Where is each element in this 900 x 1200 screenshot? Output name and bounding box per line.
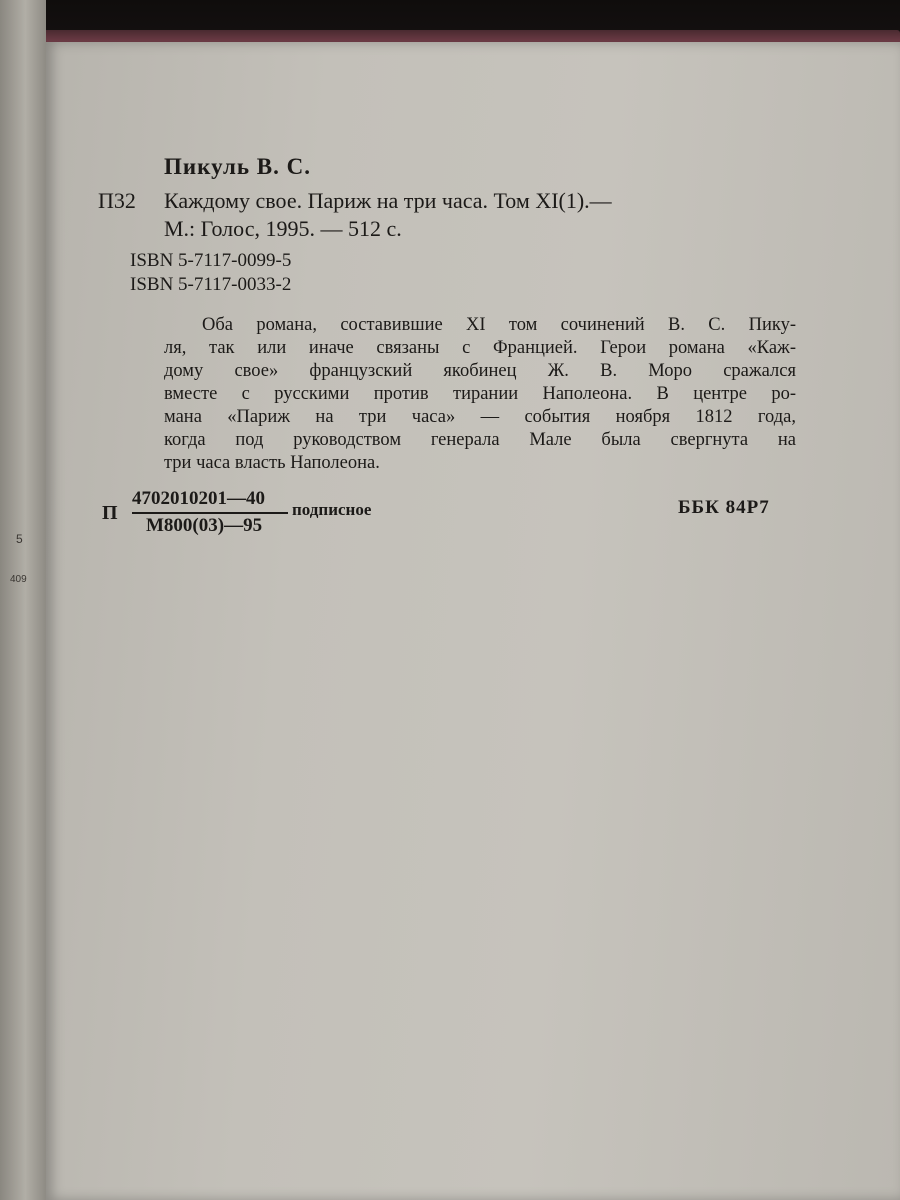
margin-mark: 409 (10, 574, 27, 585)
annotation-line: Оба романа, составившие XI том сочинений В. С. Пику- (202, 315, 796, 335)
annotation-line: когда под руководством генерала Мале была свергнута на (164, 430, 796, 450)
annotation-line: ля, так или иначе связаны с Францией. Герои романа «Каж- (164, 338, 796, 358)
author: Пикуль В. С. (164, 154, 312, 179)
margin-mark: 5 (16, 532, 23, 546)
annotation-line: вместе с русскими против тирании Наполеона. В центре ро- (164, 384, 796, 404)
index-numerator: 4702010201—40 (132, 488, 265, 509)
left-page (0, 0, 46, 1200)
annotation-line: три часа власть Наполеона. (164, 453, 380, 473)
book-page (46, 42, 900, 1200)
annotation-line: дому свое» французский якобинец Ж. В. Моро сражался (164, 361, 796, 381)
bbk-code: ББК 84Р7 (678, 497, 770, 518)
annotation (164, 314, 796, 475)
subscription-label: подписное (292, 500, 372, 519)
isbn: ISBN 5-7117-0033-2 (130, 274, 292, 295)
publication-line: М.: Голос, 1995. — 512 с. (164, 216, 402, 241)
fraction-bar (132, 512, 288, 514)
isbn: ISBN 5-7117-0099-5 (130, 250, 292, 271)
index-letter: П (102, 502, 118, 524)
annotation-line: мана «Париж на три часа» — события ноября 1812 года, (164, 407, 796, 427)
index-denominator: М800(03)—95 (146, 515, 263, 536)
catalog-code: П32 (98, 188, 136, 213)
title-line: Каждому свое. Париж на три часа. Том XI(1).— (164, 188, 612, 213)
